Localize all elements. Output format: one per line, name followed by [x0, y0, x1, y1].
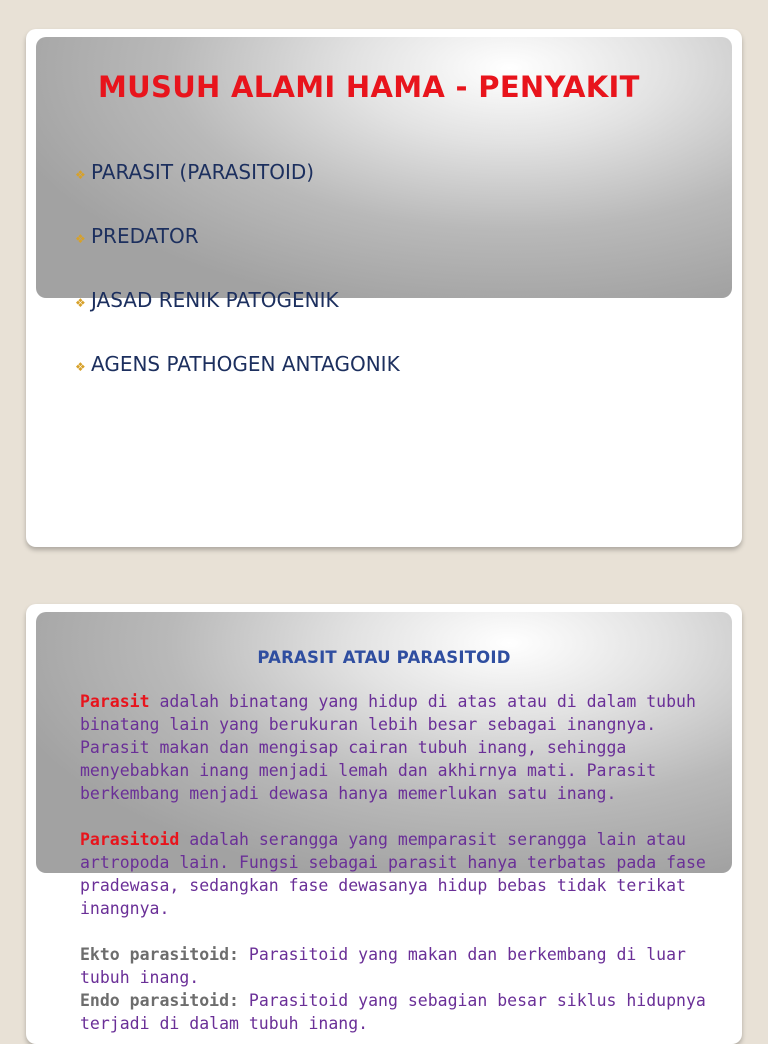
slide-1: [26, 29, 742, 547]
paragraph-parasitoid: [80, 828, 720, 920]
definition-ekto-parasitoid: Parasitoid yang makan dan berkembang di luar tubuh inang.: [80, 945, 686, 987]
definition-parasit: adalah binatang yang hidup di atas atau di dalam tubuh binatang lain yang berukuran lebih besar sebagai inangnya. Parasit makan dan mengisap cairan tubuh inang, sehingga menyebabkan inang menjadi lemah dan akhirnya mati. Parasit berkembang menjadi dewasa hanya memerlukan satu inang.: [80, 692, 696, 803]
paragraph-ekto: [80, 943, 720, 989]
term-ekto-parasitoid: Ekto parasitoid:: [80, 945, 239, 964]
term-parasit: Parasit: [80, 692, 150, 711]
bullet-item: [75, 352, 400, 416]
slide-2-title: PARASIT ATAU PARASITOID: [257, 648, 511, 667]
slide-2-body: [80, 690, 720, 1035]
paragraph-endo: [80, 989, 720, 1035]
diamond-bullet-icon: ❖: [75, 360, 86, 374]
diamond-bullet-icon: ❖: [75, 168, 86, 182]
paragraph-parasit: [80, 690, 720, 805]
term-parasitoid: Parasitoid: [80, 830, 180, 849]
diamond-bullet-icon: ❖: [75, 232, 86, 246]
bullet-text: JASAD RENIK PATOGENIK: [91, 288, 339, 312]
slide-1-title: MUSUH ALAMI HAMA - PENYAKIT: [98, 70, 640, 104]
bullet-item: [75, 288, 400, 352]
bullet-item: [75, 160, 400, 224]
bullet-text: PREDATOR: [91, 224, 199, 248]
definition-endo-parasitoid: Parasitoid yang sebagian besar siklus hidupnya terjadi di dalam tubuh inang.: [80, 991, 706, 1033]
bullet-text: AGENS PATHOGEN ANTAGONIK: [91, 352, 400, 376]
bullet-list: [75, 160, 400, 416]
definition-parasitoid: adalah serangga yang memparasit serangga lain atau artropoda lain. Fungsi sebagai parasit hanya terbatas pada fase pradewasa, sedangkan fase dewasanya hidup bebas tidak terikat inangnya.: [80, 830, 706, 918]
diamond-bullet-icon: ❖: [75, 296, 86, 310]
term-endo-parasitoid: Endo parasitoid:: [80, 991, 239, 1010]
bullet-text: PARASIT (PARASITOID): [91, 160, 315, 184]
slide-2: [26, 604, 742, 1044]
bullet-item: [75, 224, 400, 288]
